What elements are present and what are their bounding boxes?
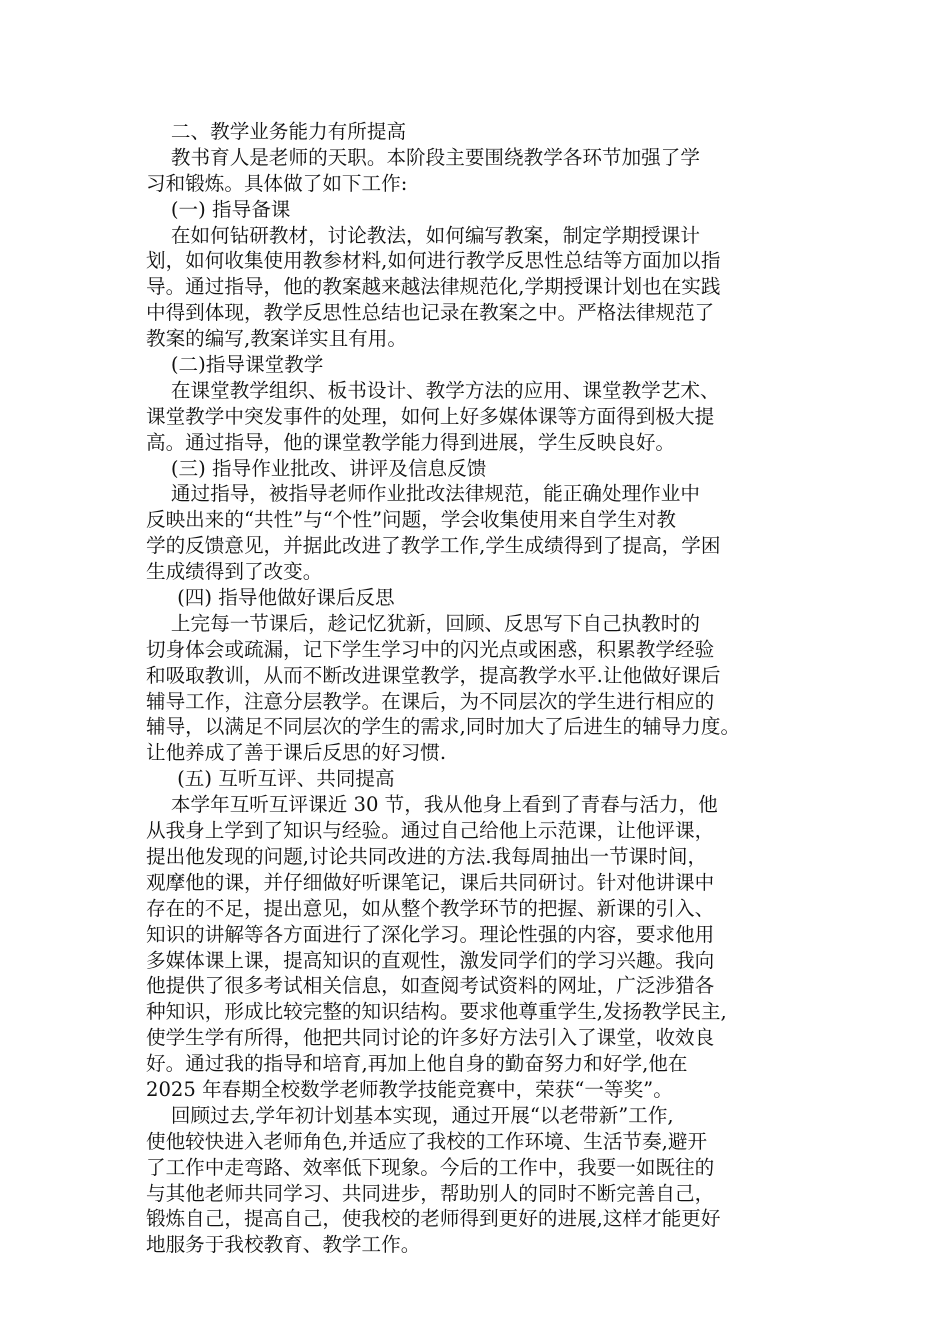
text-line: 通过指导，被指导老师作业批改法律规范，能正确处理作业中 [146,482,700,506]
text-line: 好。通过我的指导和培育,再加上他自身的勤奋努力和好学,他在 [146,1052,688,1076]
text-line: 辅导工作，注意分层教学。在课后，为不同层次的学生进行相应的 [146,689,715,713]
text-line: 教书育人是老师的天职。本阶段主要围绕教学各环节加强了学 [146,145,700,169]
text-line: 回顾过去,学年初计划基本实现，通过开展“以老带新”工作, [146,1103,674,1127]
text-line: 教案的编写,教案详实且有用。 [146,327,407,351]
text-line: (一) 指导备课 [146,197,291,221]
text-line: (五) 互听互评、共同提高 [146,767,395,791]
text-line: 辅导，以满足不同层次的学生的需求,同时加大了后进生的辅导力度。 [146,715,741,739]
text-line: 在如何钻研教材，讨论教法，如何编写教案，制定学期授课计 [146,223,700,247]
text-line: 二、教学业务能力有所提高 [146,120,407,143]
text-line: 学的反馈意见，并据此改进了教学工作,学生成绩得到了提高，学困 [146,534,721,558]
text-line: 从我身上学到了知识与经验。通过自己给他上示范课，让他评课， [146,819,715,843]
text-line: 与其他老师共同学习、共同进步，帮助别人的同时不断完善自己， [146,1181,715,1205]
text-line: 切身体会或疏漏，记下学生学习中的闪光点或困惑，积累教学经验 [146,637,715,661]
text-line: 了工作中走弯路、效率低下现象。今后的工作中，我要一如既往的 [146,1155,715,1179]
text-line: 使他较快进入老师角色,并适应了我校的工作环境、生活节奏,避开 [146,1129,708,1153]
text-line: 多媒体课上课，提高知识的直观性，激发同学们的学习兴趣。我向 [146,948,715,972]
text-line: 种知识，形成比较完整的知识结构。要求他尊重学生,发扬教学民主, [146,1000,727,1024]
text-line: 使学生学有所得，他把共同讨论的许多好方法引入了课堂，收效良 [146,1026,715,1050]
text-line: 课堂教学中突发事件的处理，如何上好多媒体课等方面得到极大提 [146,404,715,428]
text-line: 知识的讲解等各方面进行了深化学习。理论性强的内容，要求他用 [146,922,715,946]
text-line: 存在的不足，提出意见，如从整个教学环节的把握、新课的引入、 [146,896,715,920]
text-line: 上完每一节课后，趁记忆犹新，回顾、反思写下自己执教时的 [146,611,700,635]
text-line: 导。通过指导，他的教案越来越法律规范化,学期授课计划也在实践 [146,275,721,299]
text-line: 生成绩得到了改变。 [146,560,323,584]
text-line: 习和锻炼。具体做了如下工作: [146,171,408,195]
text-line: 划，如何收集使用教参材料,如何进行教学反思性总结等方面加以指 [146,249,721,273]
document-body [146,119,818,1258]
text-line: 中得到体现，教学反思性总结也记录在教案之中。严格法律规范了 [146,301,715,325]
text-line: 让他养成了善于课后反思的好习惯. [146,741,447,765]
text-line: 高。通过指导，他的课堂教学能力得到进展，学生反映良好。 [146,430,676,454]
text-line: 提出他发现的问题,讨论共同改进的方法.我每周抽出一节课时间， [146,844,708,868]
text-line: 2025 年春期全校数学老师教学技能竞赛中，荣获“一等奖”。 [146,1077,673,1101]
text-line: (四) 指导他做好课后反思 [146,586,395,610]
text-line: 地服务于我校教育、教学工作。 [146,1233,421,1257]
text-line: (三) 指导作业批改、讲评及信息反馈 [146,456,487,480]
text-line: (二)指导课堂教学 [146,353,324,377]
text-line: 观摩他的课，并仔细做好听课笔记，课后共同研讨。针对他讲课中 [146,870,715,894]
text-line: 反映出来的“共性”与“个性”问题，学会收集使用来自学生对教 [146,508,676,532]
text-line: 锻炼自己，提高自己，使我校的老师得到更好的进展,这样才能更好 [146,1207,721,1231]
text-line: 他提供了很多考试相关信息，如查阅考试资料的网址，广泛涉猎各 [146,974,715,998]
text-line: 在课堂教学组织、板书设计、教学方法的应用、课堂教学艺术、 [146,378,720,402]
text-line: 本学年互听互评课近 30 节，我从他身上看到了青春与活力，他 [146,793,718,817]
text-line: 和吸取教训，从而不断改进课堂教学，提高教学水平.让他做好课后 [146,663,721,687]
